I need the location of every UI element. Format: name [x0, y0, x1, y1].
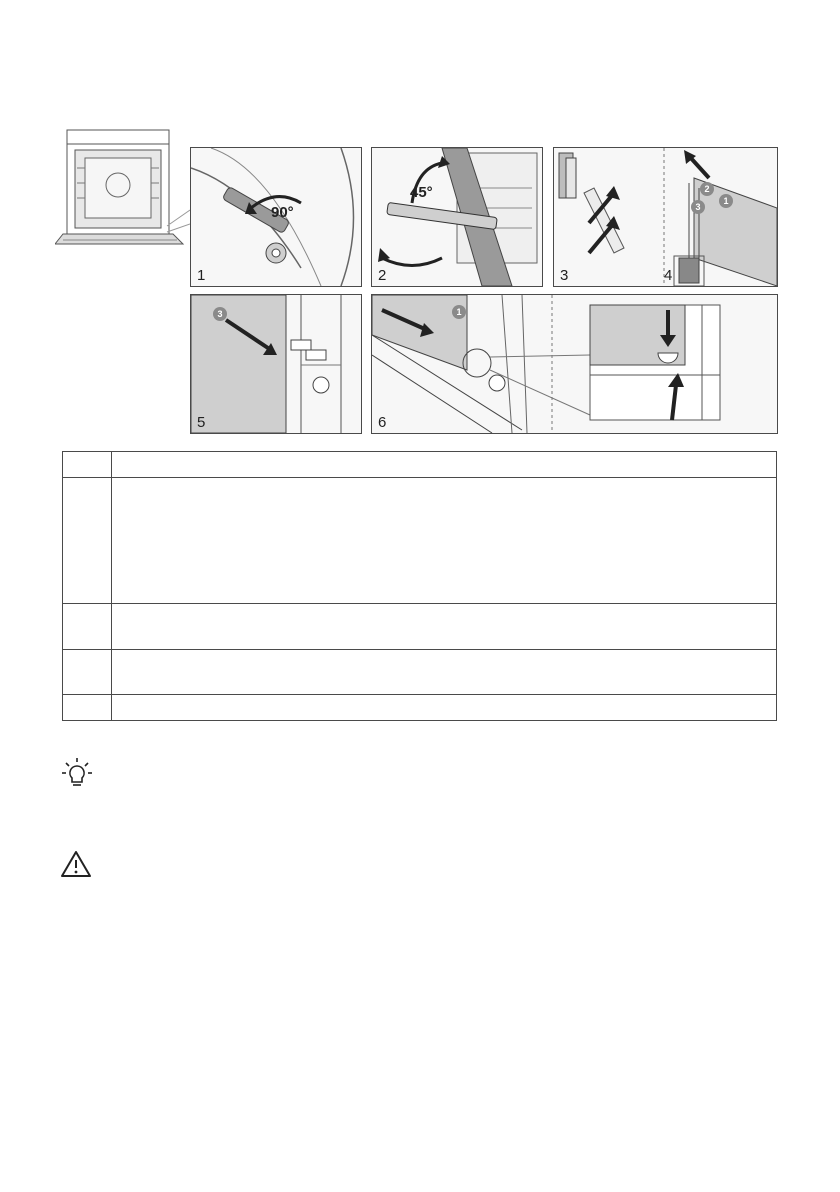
- table-cell: [112, 478, 777, 604]
- step-number: 2: [378, 267, 387, 284]
- table-row: [63, 604, 777, 650]
- callout-badge: 3: [213, 307, 227, 321]
- instructions-table: [62, 451, 777, 721]
- step-number: 4: [664, 267, 673, 284]
- oven-overview-illustration: [55, 128, 190, 253]
- callout-badge: 1: [719, 194, 733, 208]
- table-cell: [112, 695, 777, 721]
- table-row: [63, 452, 777, 478]
- table-cell: [63, 604, 112, 650]
- step-5-panel: [190, 294, 362, 434]
- step-3-4-panel: [553, 147, 778, 287]
- step-number: 3: [560, 267, 569, 284]
- table-cell: [63, 478, 112, 604]
- step-1-panel: [190, 147, 362, 287]
- table-cell: [63, 650, 112, 695]
- table-row: [63, 478, 777, 604]
- table-cell: [112, 452, 777, 478]
- callout-badge: 3: [691, 200, 705, 214]
- angle-label: 90°: [271, 204, 294, 221]
- step-6-panel: [371, 294, 778, 434]
- table-cell: [63, 452, 112, 478]
- warning-triangle-icon: [60, 850, 92, 878]
- step-2-panel: [371, 147, 543, 287]
- table-cell: [112, 650, 777, 695]
- angle-label: 45°: [410, 184, 433, 201]
- table-cell: [112, 604, 777, 650]
- lightbulb-icon: [62, 758, 92, 790]
- table-row: [63, 650, 777, 695]
- table-row: [63, 695, 777, 721]
- callout-badge: 1: [452, 305, 466, 319]
- step-number: 6: [378, 414, 387, 431]
- step-number: 1: [197, 267, 206, 284]
- step-number: 5: [197, 414, 206, 431]
- table-cell: [63, 695, 112, 721]
- callout-badge: 2: [700, 182, 714, 196]
